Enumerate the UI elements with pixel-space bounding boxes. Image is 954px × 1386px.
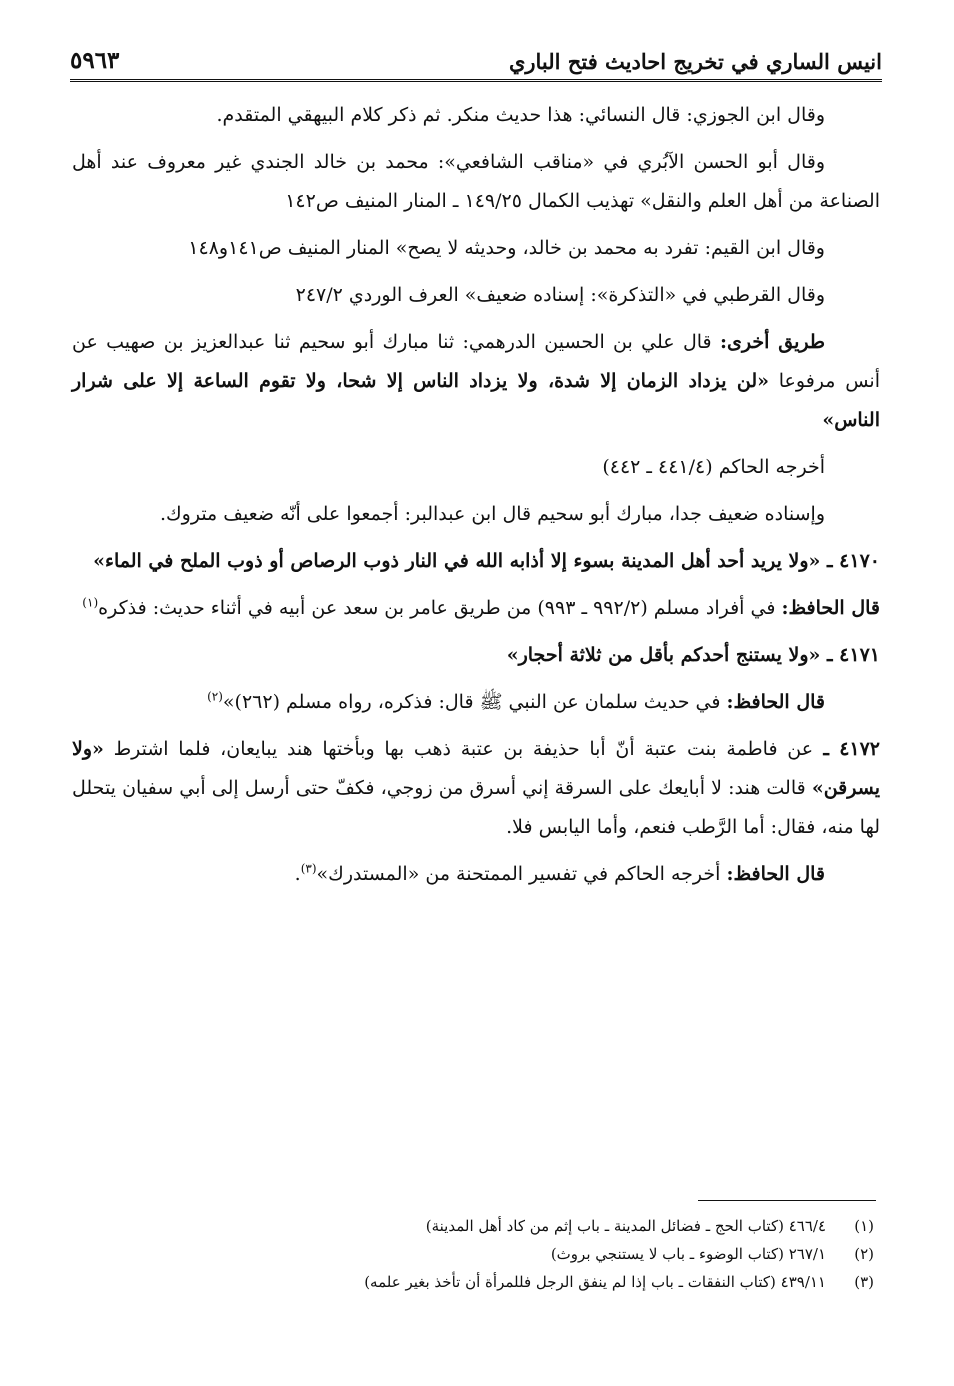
hadith-4171	[72, 636, 880, 675]
paragraph-hafiz-4171	[72, 683, 880, 722]
paragraph-isnad: وإسناده ضعيف جدا، مبارك أبو سحيم قال ابن عبدالبر: أجمعوا على أنّه ضعيف متروك.	[159, 503, 825, 525]
hadith-4172-number: ٤١٧٢ ـ	[813, 738, 881, 760]
paragraph-hafiz-4170	[72, 589, 880, 628]
footnote-rule	[698, 1200, 876, 1201]
paragraph-hafiz-4172	[72, 855, 880, 894]
text-4172-a: عن فاطمة بنت عتبة أنّ أبا حذيفة بن عتبة ذهب بها وبأختها هند يبايعان، فلما اشترط	[103, 738, 814, 760]
lead-hafiz-4172: قال الحافظ:	[726, 863, 825, 885]
footnote-text: ٤٦٦/٤ (كتاب الحج ـ فضائل المدينة ـ باب إثم من كاد أهل المدينة)	[425, 1217, 826, 1235]
footnote-item	[80, 1212, 874, 1240]
text-another-route: قال علي بن الحسين الدرهمي: ثنا مبارك أبو سحيم ثنا عبدالعزيز بن صهيب عن أنس مرفوعا	[72, 331, 880, 392]
text-4172-b: قالت هند: لا أبايعك على السرقة إني أسرق من زوجي، فكفّ حتى أرسل إلى أبي سفيان يتحلل لها منه، فقال: أما الرَّطب فنعم، وأما اليابس فلا.	[72, 777, 880, 838]
text-hafiz-4170: في أفراد مسلم (٩٩٢/٢ ـ ٩٩٣) من طريق عامر بن سعد عن أبيه في أثناء حديث: فذكره	[98, 597, 782, 619]
footnote-number: (٢)	[854, 1245, 874, 1263]
page-body	[72, 96, 880, 902]
paragraph-ibn-alqayyim: وقال ابن القيم: تفرد به محمد بن خالد، وحديثه لا يصح» المنار المنيف ص١٤١و١٤٨	[188, 237, 825, 259]
paragraph-qurtubi: وقال القرطبي في «التذكرة»: إسناده ضعيف» العرف الوردي ٢٤٧/٢	[295, 284, 825, 306]
footnote-text: ٢٦٧/١ (كتاب الوضوء ـ باب لا يستنجي بروث)	[550, 1245, 826, 1263]
lead-hafiz-4170: قال الحافظ:	[781, 597, 880, 619]
hadith-4170-text: ٤١٧٠ ـ «ولا يريد أحد أهل المدينة بسوء إلا أذابه الله في النار ذوب الرصاص أو ذوب الملح في الماء»	[93, 550, 880, 572]
footnotes	[80, 1212, 874, 1296]
lead-another-route: طريق أخرى:	[719, 331, 825, 353]
footnote-ref-1: (١)	[82, 595, 99, 610]
paragraph-abu-alhasan: وقال أبو الحسن الآبُري في «مناقب الشافعي»: محمد بن خالد الجندي غير معروف عند أهل الصناعة من أهل العلم والنقل» تهذيب الكمال ١٤٩/٢٥ ـ المنار المنيف ص١٤٢	[72, 151, 880, 212]
header-rule	[70, 79, 882, 82]
paragraph-hakim: أخرجه الحاكم (٤٤١/٤ ـ ٤٤٢)	[602, 456, 825, 478]
hadith-4171-text: ٤١٧١ ـ «ولا يستنج أحدكم بأقل من ثلاثة أحجار»	[506, 644, 880, 666]
footnote-ref-3: (٣)	[300, 861, 317, 876]
paragraph-another-route	[72, 323, 880, 440]
quote-4172: «ولا يسرقن»	[72, 738, 880, 799]
lead-hafiz-4171: قال الحافظ:	[726, 691, 825, 713]
hadith-4172	[72, 730, 880, 847]
running-title: انيس الساري في تخريج احاديث فتح الباري	[508, 49, 882, 74]
text-hafiz-4171: في حديث سلمان عن النبي ﷺ قال: فذكره، رواه مسلم (٢٦٢)»	[222, 691, 727, 713]
page-header	[70, 34, 882, 74]
footnote-number: (٣)	[854, 1273, 874, 1291]
paragraph-ibn-aljawzi: وقال ابن الجوزي: قال النسائي: هذا حديث منكر. ثم ذكر كلام البيهقي المتقدم.	[216, 104, 825, 126]
text-hafiz-4172: أخرجه الحاكم في تفسير الممتحنة من «المستدرك»	[316, 863, 727, 885]
footnote-text: ٤٣٩/١١ (كتاب النفقات ـ باب إذا لم ينفق الرجل فللمرأة أن تأخذ بغير علمه)	[364, 1273, 826, 1291]
footnote-item	[80, 1268, 874, 1296]
footnote-ref-2: (٢)	[207, 689, 223, 704]
footnote-number: (١)	[854, 1217, 874, 1235]
period: .	[294, 863, 301, 885]
hadith-quote: «لن يزداد الزمان إلا شدة، ولا يزداد الناس إلا شحا، ولا تقوم الساعة إلا على شرار الناس»	[72, 370, 880, 431]
page-number: ٥٩٦٣	[70, 47, 120, 74]
footnote-item	[80, 1240, 874, 1268]
hadith-4170	[72, 542, 880, 581]
